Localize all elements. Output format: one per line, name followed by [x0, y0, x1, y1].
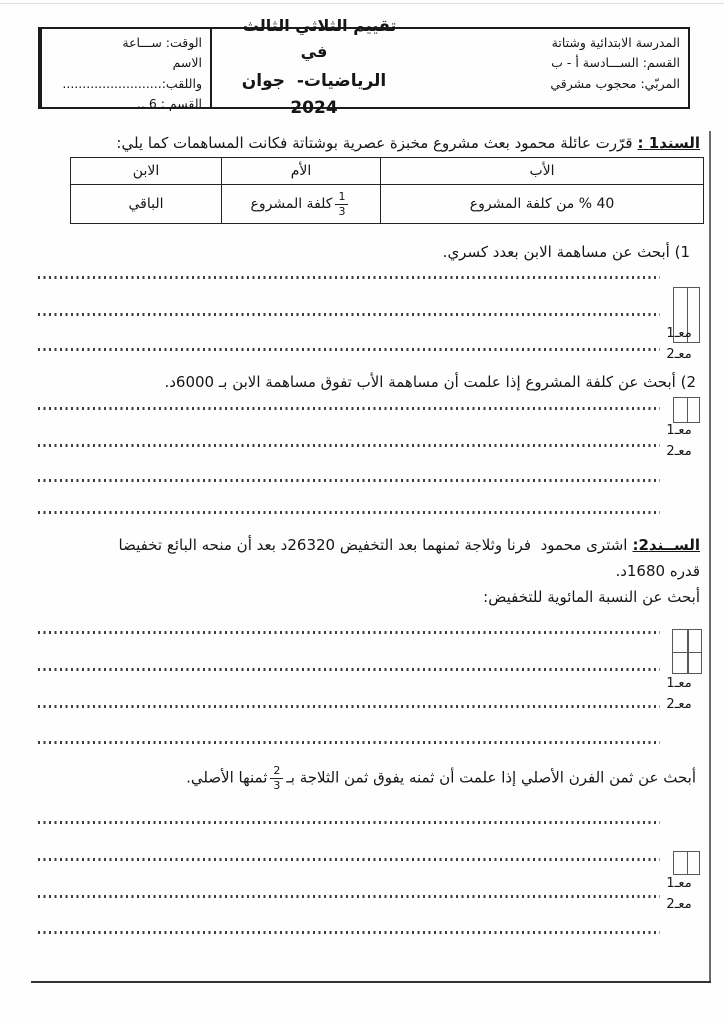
page-border-right [709, 131, 711, 982]
teacher-name: المربّي: محجوب مشرقي [550, 75, 680, 91]
exercise1-intro-text: قرّرت عائلة محمود بعث مشروع مخبزة عصرية بوشتاتة فكانت المساهمات كما يلي: [116, 134, 633, 152]
exercise2-intro-line1 [22, 533, 700, 559]
answer-dotted-line[interactable] [38, 407, 660, 410]
marks-label-1: معـ1 [666, 326, 692, 341]
answer-dotted-line[interactable] [38, 511, 660, 514]
answer-dotted-line[interactable] [38, 858, 660, 861]
student-info-cell [40, 29, 210, 111]
son-share-cell: الباقي [71, 185, 222, 224]
header-table [38, 16, 690, 119]
answer-dotted-line[interactable] [38, 444, 660, 447]
question-1: 1) أبحث عن مساهمة الابن بعدد كسري. [442, 243, 690, 261]
answer-dotted-line[interactable] [38, 668, 660, 671]
answer-dotted-line[interactable] [38, 741, 660, 744]
exercise2-heading: الســند2: [632, 536, 700, 554]
marks-grid [672, 629, 702, 674]
answer-dotted-line[interactable] [38, 631, 660, 634]
marks-label-1: معـ1 [666, 423, 692, 438]
time-field: الوقت: ســـاعة [122, 35, 202, 50]
fraction-one-third: $\frac{1}{3}$ [335, 191, 348, 217]
col-header-mother: الأم [222, 158, 381, 185]
exercise1-heading: السند1 : [637, 134, 700, 152]
exercise2-intro [22, 533, 700, 610]
col-header-son: الابن [71, 158, 222, 185]
marks-label-1: معـ1 [666, 676, 692, 691]
marks-label-2: معـ2 [666, 444, 692, 459]
marks-grid-divider [687, 852, 689, 874]
answer-dotted-line[interactable] [38, 931, 660, 934]
scan-artifact-line [0, 3, 724, 4]
exercise2-intro-text: اشترى محمود فرنا وثلاجة ثمنهما بعد التخفيض 26320د بعد أن منحه البائع تخفيضا [118, 536, 628, 554]
marks-label-2: معـ2 [666, 697, 692, 712]
father-share-cell: 40 % من كلفة المشروع [381, 185, 704, 224]
school-class: القسم: الســـادسة أ - ب [551, 55, 680, 71]
marks-grid [673, 851, 700, 875]
question-discount-percentage: أبحث عن النسبة المائوية للتخفيض: [483, 587, 700, 606]
page-border-bottom [31, 981, 711, 983]
school-info-cell [416, 29, 688, 107]
exam-title-line2: الرياضيات- جوان 2024 [241, 70, 387, 119]
contributions-table [70, 157, 704, 224]
answer-dotted-line[interactable] [38, 821, 660, 824]
marks-label-2: معـ2 [666, 897, 692, 912]
mother-share-text: كلفة المشروع [250, 196, 333, 212]
answer-dotted-line[interactable] [38, 895, 660, 898]
answer-dotted-line[interactable] [38, 479, 660, 482]
question-oven-text-after: ثمنها الأصلي. [186, 768, 268, 787]
marks-grid [673, 397, 700, 423]
question-oven-text-before: أبحث عن ثمن الفرن الأصلي إذا علمت أن ثمنه يفوق ثمن الثلاجة بـ [286, 768, 696, 787]
question-oven-price [24, 765, 696, 791]
exam-title-cell [210, 16, 416, 119]
col-header-father: الأب [381, 158, 704, 185]
answer-dotted-line[interactable] [38, 705, 660, 708]
answer-dotted-line[interactable] [38, 276, 660, 279]
question-2: 2) أبحث عن كلفة المشروع إذا علمت أن مساهمة الأب تفوق مساهمة الابن بـ 6000د. [164, 373, 696, 391]
mother-share-cell [222, 185, 381, 224]
answer-dotted-line[interactable] [38, 348, 660, 351]
marks-grid-divider [687, 398, 689, 422]
class-field[interactable]: القسم : 6 .. [136, 95, 202, 111]
answer-dotted-line[interactable] [38, 313, 660, 316]
exam-title-line1: تقييم الثلاثي الثالث في [231, 16, 397, 61]
marks-label-1: معـ1 [666, 876, 692, 891]
student-name-field[interactable]: الاسم واللقب:......................... [62, 55, 202, 91]
marks-grid-divider [673, 652, 701, 654]
school-name: المدرسة الابتدائية وشتاتة [551, 35, 680, 50]
marks-label-2: معـ2 [666, 347, 692, 362]
exercise2-intro-line2: قدره 1680د. [615, 561, 700, 580]
exercise1-intro [22, 132, 700, 155]
fraction-two-thirds: $\frac{2}{3}$ [270, 765, 283, 791]
